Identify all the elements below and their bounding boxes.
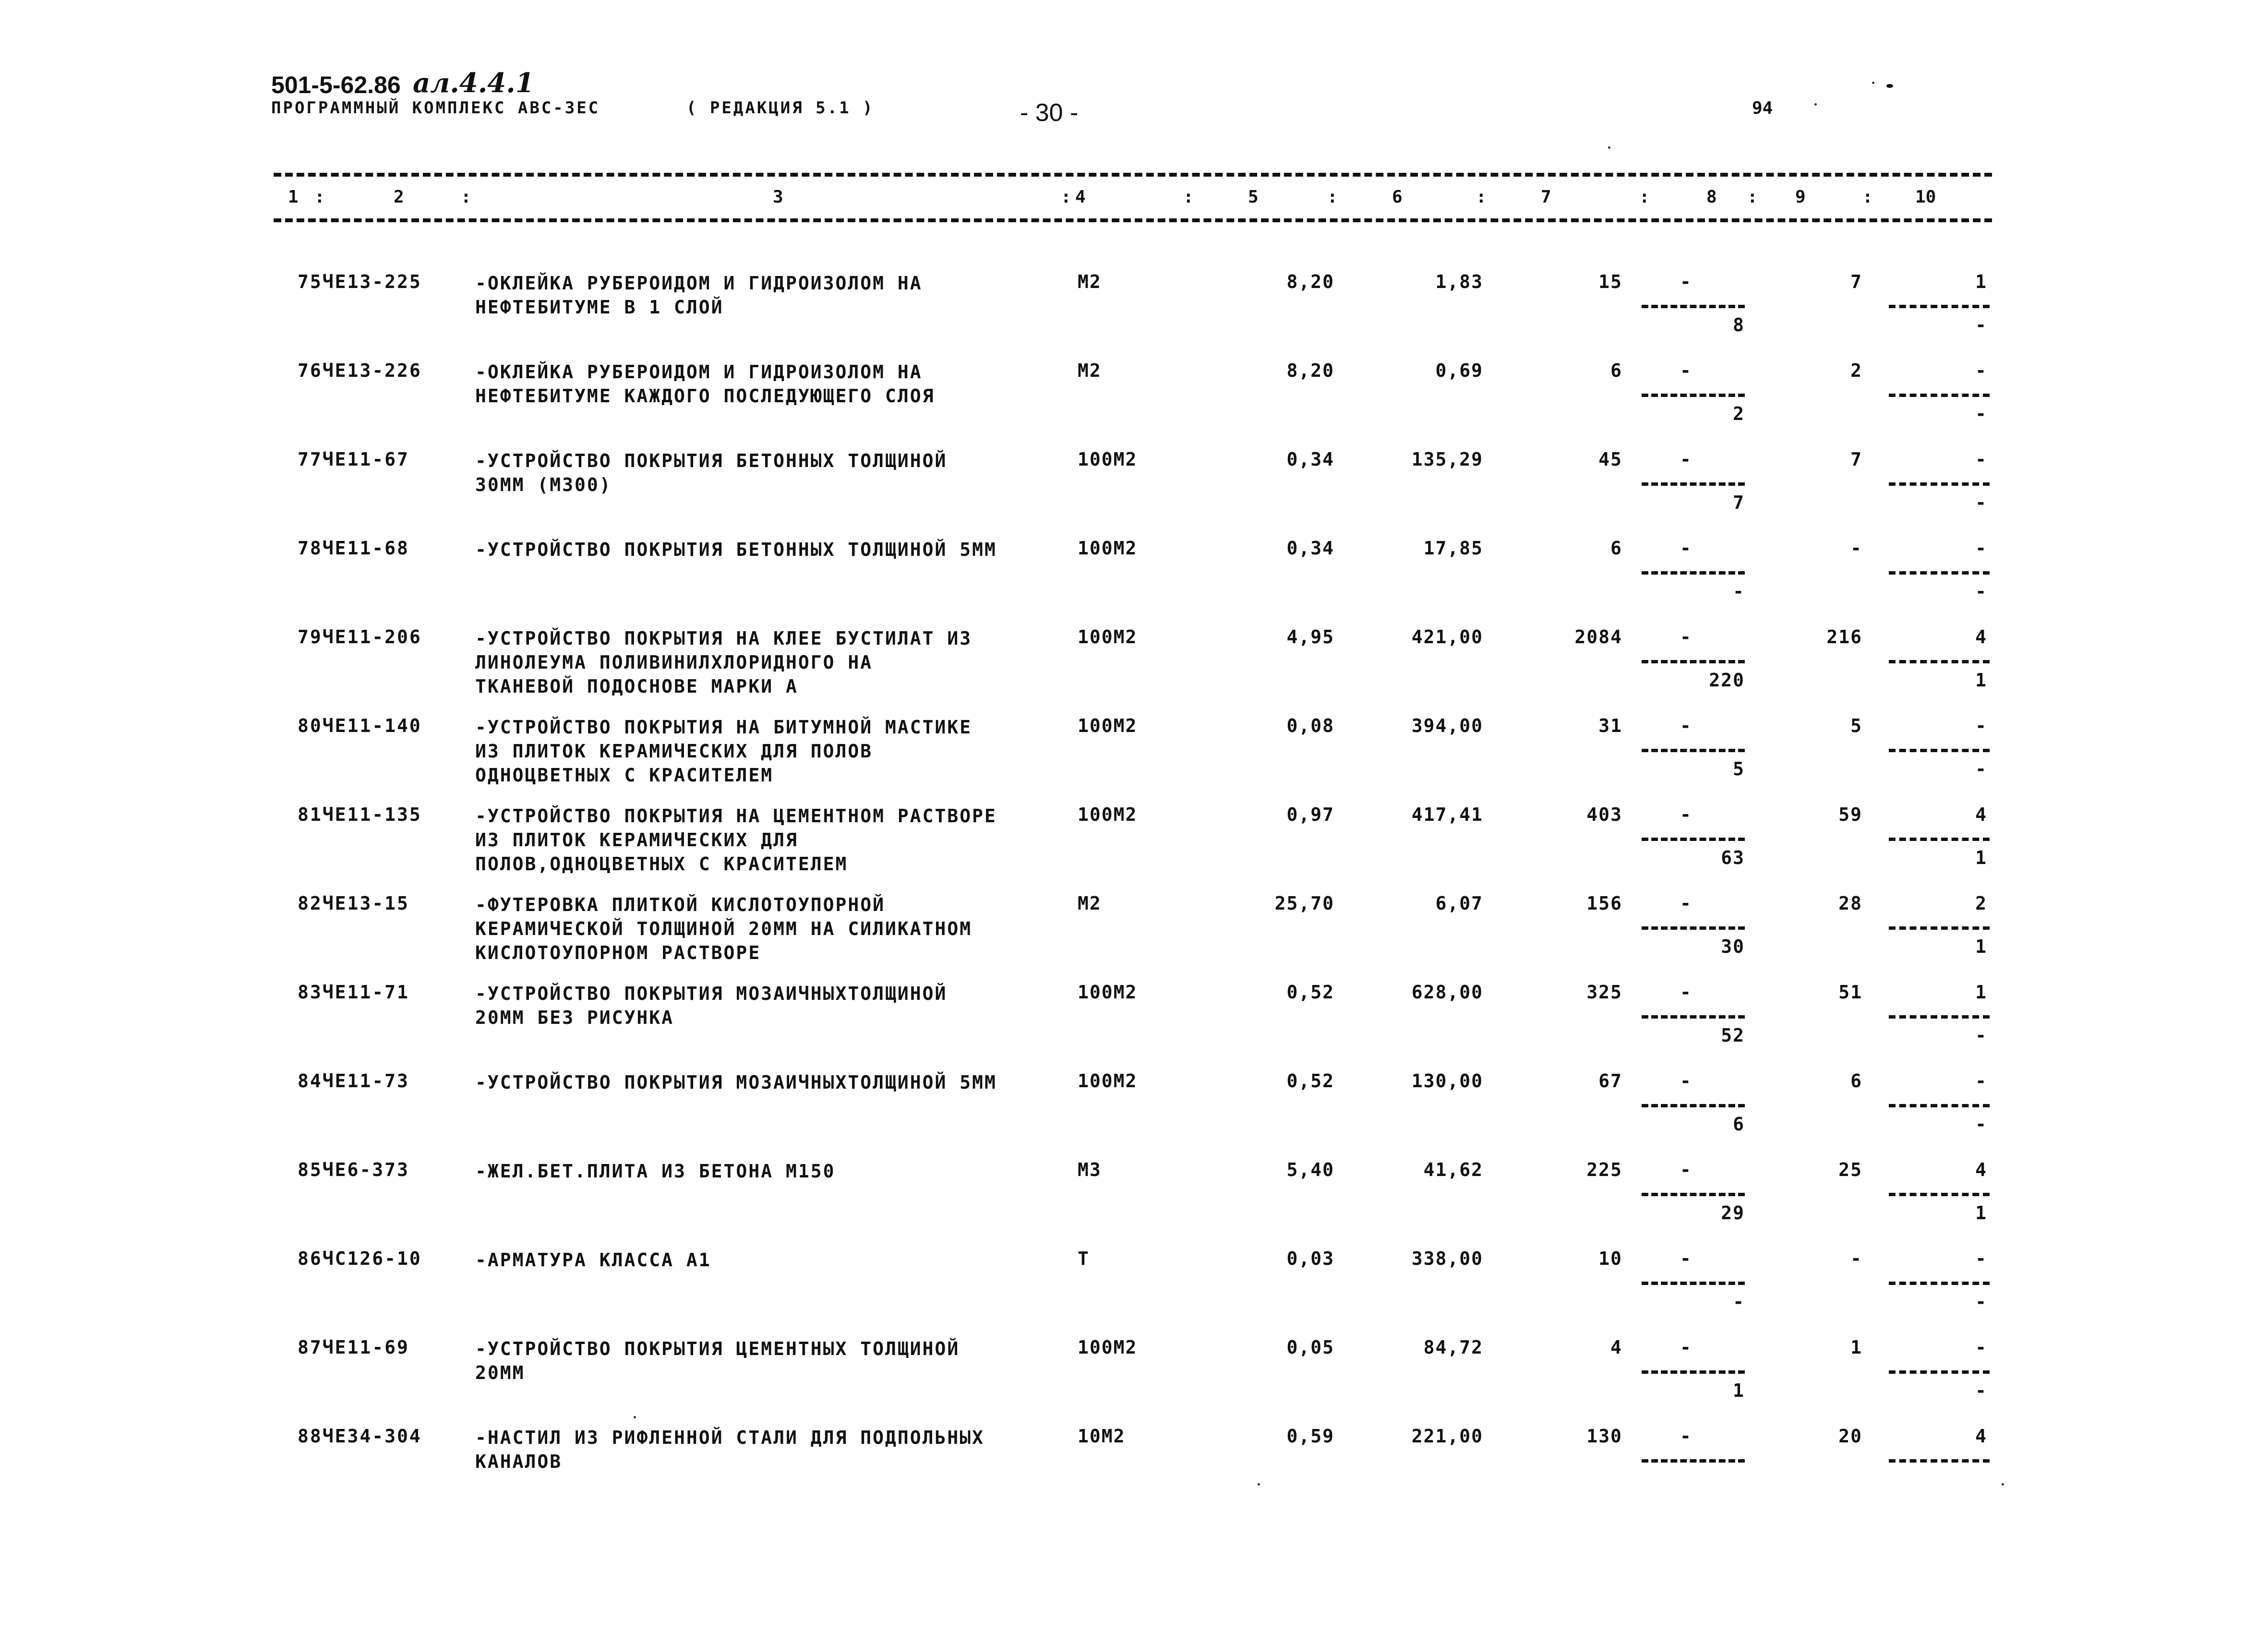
description-line: ИЗ ПЛИТОК КЕРАМИЧЕСКИХ ДЛЯ <box>475 829 798 851</box>
row-col8-rule <box>1642 926 1745 930</box>
row-col8-rule <box>1642 1459 1745 1463</box>
row-col10-rule <box>1889 1015 1990 1019</box>
column-separator: : <box>461 187 471 207</box>
row-col8-bottom: - <box>1733 581 1745 602</box>
column-number: 4 <box>1075 187 1086 207</box>
description-line: -УСТРОЙСТВО ПОКРЫТИЯ НА БИТУМНОЙ МАСТИКЕ <box>475 717 972 738</box>
column-number: 3 <box>773 187 783 207</box>
row-total: 10 <box>1598 1248 1622 1269</box>
row-col10-bottom: 1 <box>1975 670 1987 691</box>
row-quantity: 0,52 <box>1286 1070 1334 1092</box>
row-total: 67 <box>1598 1070 1622 1092</box>
column-number: 9 <box>1795 187 1806 207</box>
row-col10-top: - <box>1975 1070 1987 1092</box>
row-code: 76ЧЕ13-226 <box>298 360 422 381</box>
row-col8-rule <box>1642 1015 1745 1019</box>
speck <box>1886 84 1893 88</box>
row-unit: 100М2 <box>1078 804 1138 825</box>
speck <box>1814 103 1817 106</box>
row-col10-bottom: - <box>1975 1380 1987 1401</box>
row-quantity: 25,70 <box>1274 893 1334 914</box>
description-line: ТКАНЕВОЙ ПОДОСНОВЕ МАРКИ А <box>475 676 798 697</box>
row-description <box>475 626 972 698</box>
row-col8-rule <box>1642 1104 1745 1107</box>
row-code: 82ЧЕ13-15 <box>298 893 409 914</box>
row-col8-rule <box>1642 749 1745 752</box>
row-unit: М3 <box>1078 1159 1102 1180</box>
row-col8-bottom: 52 <box>1721 1025 1745 1046</box>
sheet-number: 94 <box>1752 98 1773 118</box>
row-col8-top: - <box>1680 1337 1691 1358</box>
row-unit: М2 <box>1078 271 1102 292</box>
row-col9: 216 <box>1826 626 1862 648</box>
row-code: 85ЧЕ6-373 <box>298 1159 409 1180</box>
row-col10-top: 2 <box>1975 893 1987 914</box>
row-unit: 100М2 <box>1078 1070 1138 1092</box>
row-col8-top: - <box>1680 271 1691 292</box>
row-total: 225 <box>1586 1159 1622 1180</box>
row-description <box>475 893 972 965</box>
row-total: 325 <box>1586 982 1622 1003</box>
row-col8-top: - <box>1680 982 1691 1003</box>
revision: ( РЕДАКЦИЯ 5.1 ) <box>686 98 875 118</box>
row-col10-top: - <box>1975 1337 1987 1358</box>
row-unit-price: 0,69 <box>1435 360 1483 381</box>
column-number: 5 <box>1248 187 1259 207</box>
row-unit: Т <box>1078 1248 1090 1269</box>
description-line: -ФУТЕРОВКА ПЛИТКОЙ КИСЛОТОУПОРНОЙ <box>475 894 885 915</box>
row-col8-bottom: - <box>1733 1291 1745 1312</box>
row-col8-top: - <box>1680 626 1691 648</box>
row-code: 79ЧЕ11-206 <box>298 626 422 648</box>
row-col8-bottom: 2 <box>1733 403 1745 424</box>
row-col8-top: - <box>1680 1426 1691 1447</box>
row-total: 403 <box>1586 804 1622 825</box>
row-col10-bottom: - <box>1975 1291 1987 1312</box>
row-col10-rule <box>1889 305 1990 308</box>
row-col8-top: - <box>1680 538 1691 559</box>
header-rule-top <box>274 173 1992 177</box>
row-col8-bottom: 29 <box>1721 1202 1745 1224</box>
row-total: 45 <box>1598 449 1622 470</box>
row-description <box>475 1248 711 1272</box>
row-col9: 2 <box>1850 360 1862 381</box>
row-col10-rule <box>1889 1370 1990 1374</box>
column-separator: : <box>1183 187 1194 207</box>
row-col10-bottom: - <box>1975 581 1987 602</box>
row-code: 77ЧЕ11-67 <box>298 449 409 470</box>
column-separator: : <box>1862 187 1873 207</box>
row-description <box>475 1337 960 1385</box>
row-col8-bottom: 1 <box>1733 1380 1745 1401</box>
column-number: 8 <box>1706 187 1717 207</box>
row-col10-top: - <box>1975 715 1987 736</box>
row-col10-top: 4 <box>1975 804 1987 825</box>
doc-code: 501-5-62.86 <box>271 72 401 98</box>
row-col8-top: - <box>1680 1159 1691 1180</box>
row-col9: 25 <box>1838 1159 1862 1180</box>
row-col8-top: - <box>1680 360 1691 381</box>
row-col9: - <box>1850 538 1862 559</box>
row-total: 4 <box>1610 1337 1622 1358</box>
row-description <box>475 449 947 497</box>
row-unit-price: 17,85 <box>1423 538 1483 559</box>
column-separator: : <box>1639 187 1650 207</box>
row-col10-rule <box>1889 1459 1990 1463</box>
row-col8-rule <box>1642 305 1745 308</box>
row-quantity: 4,95 <box>1286 626 1334 648</box>
row-quantity: 0,34 <box>1286 449 1334 470</box>
row-description <box>475 982 947 1030</box>
row-col10-top: 4 <box>1975 1159 1987 1180</box>
row-unit-price: 1,83 <box>1435 271 1483 292</box>
row-col9: 20 <box>1838 1426 1862 1447</box>
row-quantity: 8,20 <box>1286 360 1334 381</box>
description-line: ИЗ ПЛИТОК КЕРАМИЧЕСКИХ ДЛЯ ПОЛОВ <box>475 741 873 762</box>
row-col9: 28 <box>1838 893 1862 914</box>
row-quantity: 0,05 <box>1286 1337 1334 1358</box>
row-col10-rule <box>1889 571 1990 575</box>
row-col9: 1 <box>1850 1337 1862 1358</box>
row-col8-top: - <box>1680 1070 1691 1092</box>
description-line: НЕФТЕБИТУМЕ В 1 СЛОЙ <box>475 297 724 318</box>
row-col8-rule <box>1642 482 1745 486</box>
row-col10-rule <box>1889 1282 1990 1285</box>
row-description <box>475 804 997 876</box>
description-line: 20ММ БЕЗ РИСУНКА <box>475 1007 674 1028</box>
row-col10-rule <box>1889 749 1990 752</box>
description-line: -ЖЕЛ.БЕТ.ПЛИТА ИЗ БЕТОНА М150 <box>475 1161 836 1182</box>
row-unit: 100М2 <box>1078 982 1138 1003</box>
row-total: 130 <box>1586 1426 1622 1447</box>
description-line: -УСТРОЙСТВО ПОКРЫТИЯ БЕТОННЫХ ТОЛЩИНОЙ <box>475 450 948 471</box>
handwritten-note: ал.4.4.1 <box>413 67 534 99</box>
row-unit: 100М2 <box>1078 715 1138 736</box>
column-number: 7 <box>1541 187 1551 207</box>
row-description <box>475 360 935 408</box>
speck <box>634 1416 636 1418</box>
row-unit-price: 41,62 <box>1423 1159 1483 1180</box>
row-quantity: 0,97 <box>1286 804 1334 825</box>
row-code: 81ЧЕ11-135 <box>298 804 422 825</box>
row-col8-rule <box>1642 838 1745 841</box>
row-quantity: 0,34 <box>1286 538 1334 559</box>
row-col8-bottom: 63 <box>1721 847 1745 868</box>
row-col8-top: - <box>1680 715 1691 736</box>
column-separator: : <box>1327 187 1338 207</box>
row-unit-price: 628,00 <box>1411 982 1483 1003</box>
row-col8-top: - <box>1680 804 1691 825</box>
row-unit-price: 84,72 <box>1423 1337 1483 1358</box>
row-col10-top: 1 <box>1975 271 1987 292</box>
row-col8-rule <box>1642 1370 1745 1374</box>
description-line: -УСТРОЙСТВО ПОКРЫТИЯ НА КЛЕЕ БУСТИЛАТ ИЗ <box>475 628 972 649</box>
row-quantity: 0,52 <box>1286 982 1334 1003</box>
description-line: -НАСТИЛ ИЗ РИФЛЕННОЙ СТАЛИ ДЛЯ ПОДПОЛЬНЫХ <box>475 1427 984 1448</box>
row-quantity: 5,40 <box>1286 1159 1334 1180</box>
row-code: 86ЧС126-10 <box>298 1248 422 1269</box>
row-col10-rule <box>1889 838 1990 841</box>
column-number: 6 <box>1392 187 1403 207</box>
speck <box>2002 1483 2004 1486</box>
row-description <box>475 1426 984 1474</box>
program-line: ПРОГРАММНЫЙ КОМПЛЕКС АВС-3ЕС <box>271 98 600 118</box>
column-number: 1 <box>288 187 299 207</box>
row-code: 80ЧЕ11-140 <box>298 715 422 736</box>
description-line: -ОКЛЕЙКА РУБЕРОИДОМ И ГИДРОИЗОЛОМ НА <box>475 273 923 294</box>
row-col10-bottom: - <box>1975 1114 1987 1135</box>
page-number: - 30 - <box>1020 99 1079 127</box>
column-separator: : <box>314 187 325 207</box>
row-unit: М2 <box>1078 893 1102 914</box>
description-line: КЕРАМИЧЕСКОЙ ТОЛЩИНОЙ 20ММ НА СИЛИКАТНОМ <box>475 918 972 939</box>
row-col8-bottom: 30 <box>1721 936 1745 957</box>
row-unit-price: 6,07 <box>1435 893 1483 914</box>
speck <box>1872 82 1874 84</box>
row-col10-top: - <box>1975 360 1987 381</box>
description-line: -ОКЛЕЙКА РУБЕРОИДОМ И ГИДРОИЗОЛОМ НА <box>475 361 923 383</box>
row-description <box>475 1159 835 1183</box>
header-rule-bottom <box>274 218 1992 222</box>
row-unit: 10М2 <box>1078 1426 1126 1447</box>
description-line: НЕФТЕБИТУМЕ КАЖДОГО ПОСЛЕДУЮЩЕГО СЛОЯ <box>475 385 935 407</box>
row-col8-bottom: 5 <box>1733 758 1745 780</box>
row-col10-bottom: 1 <box>1975 936 1987 957</box>
row-total: 15 <box>1598 271 1622 292</box>
row-col8-rule <box>1642 571 1745 575</box>
row-col9: 5 <box>1850 715 1862 736</box>
row-unit-price: 135,29 <box>1411 449 1483 470</box>
description-line: -УСТРОЙСТВО ПОКРЫТИЯ МОЗАИЧНЫХТОЛЩИНОЙ 5ММ <box>475 1072 997 1093</box>
row-quantity: 0,08 <box>1286 715 1334 736</box>
description-line: ЛИНОЛЕУМА ПОЛИВИНИЛХЛОРИДНОГО НА <box>475 652 873 673</box>
row-total: 2084 <box>1574 626 1622 648</box>
description-line: -УСТРОЙСТВО ПОКРЫТИЯ НА ЦЕМЕНТНОМ РАСТВОРЕ <box>475 805 997 827</box>
description-line: -АРМАТУРА КЛАССА А1 <box>475 1249 711 1271</box>
row-code: 83ЧЕ11-71 <box>298 982 409 1003</box>
row-unit-price: 130,00 <box>1411 1070 1483 1092</box>
row-col8-top: - <box>1680 449 1691 470</box>
row-description <box>475 1070 997 1094</box>
column-separator: : <box>1747 187 1758 207</box>
description-line: -УСТРОЙСТВО ПОКРЫТИЯ БЕТОННЫХ ТОЛЩИНОЙ 5ММ <box>475 539 997 560</box>
row-quantity: 8,20 <box>1286 271 1334 292</box>
column-separator: : <box>1061 187 1071 207</box>
row-col10-top: - <box>1975 449 1987 470</box>
row-col10-rule <box>1889 394 1990 397</box>
row-total: 156 <box>1586 893 1622 914</box>
row-col8-bottom: 8 <box>1733 314 1745 336</box>
description-line: 30ММ (М300) <box>475 474 612 495</box>
row-col8-rule <box>1642 1282 1745 1285</box>
row-col9: 7 <box>1850 449 1862 470</box>
row-col10-bottom: - <box>1975 1025 1987 1046</box>
row-col10-top: 4 <box>1975 1426 1987 1447</box>
description-line: КИСЛОТОУПОРНОМ РАСТВОРЕ <box>475 942 761 963</box>
row-code: 87ЧЕ11-69 <box>298 1337 409 1358</box>
row-code: 88ЧЕ34-304 <box>298 1426 422 1447</box>
row-col9: - <box>1850 1248 1862 1269</box>
row-unit-price: 221,00 <box>1411 1426 1483 1447</box>
speck <box>1608 146 1610 149</box>
description-line: ПОЛОВ,ОДНОЦВЕТНЫХ С КРАСИТЕЛЕМ <box>475 853 848 875</box>
row-col8-bottom: 220 <box>1709 670 1745 691</box>
row-col10-rule <box>1889 1193 1990 1196</box>
row-col8-bottom: 7 <box>1733 492 1745 513</box>
row-unit: 100М2 <box>1078 449 1138 470</box>
row-col10-rule <box>1889 926 1990 930</box>
row-col8-bottom: 6 <box>1733 1114 1745 1135</box>
row-unit: М2 <box>1078 360 1102 381</box>
row-col10-bottom: - <box>1975 758 1987 780</box>
row-col9: 7 <box>1850 271 1862 292</box>
row-quantity: 0,59 <box>1286 1426 1334 1447</box>
row-description <box>475 538 997 562</box>
row-unit-price: 417,41 <box>1411 804 1483 825</box>
row-col10-rule <box>1889 482 1990 486</box>
row-unit-price: 338,00 <box>1411 1248 1483 1269</box>
row-col8-rule <box>1642 1193 1745 1196</box>
row-unit-price: 394,00 <box>1411 715 1483 736</box>
row-total: 6 <box>1610 538 1622 559</box>
description-line: ОДНОЦВЕТНЫХ С КРАСИТЕЛЕМ <box>475 765 774 786</box>
row-unit: 100М2 <box>1078 1337 1138 1358</box>
row-col8-top: - <box>1680 1248 1691 1269</box>
row-col8-rule <box>1642 394 1745 397</box>
row-col10-bottom: - <box>1975 403 1987 424</box>
description-line: КАНАЛОВ <box>475 1451 563 1472</box>
column-number: 2 <box>394 187 404 207</box>
row-col10-bottom: 1 <box>1975 1202 1987 1224</box>
row-code: 75ЧЕ13-225 <box>298 271 422 292</box>
speck <box>1258 1483 1260 1486</box>
row-total: 6 <box>1610 360 1622 381</box>
row-description <box>475 271 923 319</box>
row-code: 78ЧЕ11-68 <box>298 538 409 559</box>
description-line: -УСТРОЙСТВО ПОКРЫТИЯ ЦЕМЕНТНЫХ ТОЛЩИНОЙ <box>475 1338 960 1359</box>
row-col10-rule <box>1889 1104 1990 1107</box>
row-col10-top: 1 <box>1975 982 1987 1003</box>
row-col10-top: - <box>1975 1248 1987 1269</box>
row-col9: 51 <box>1838 982 1862 1003</box>
description-line: -УСТРОЙСТВО ПОКРЫТИЯ МОЗАИЧНЫХТОЛЩИНОЙ <box>475 983 948 1004</box>
row-total: 31 <box>1598 715 1622 736</box>
row-col10-bottom: - <box>1975 492 1987 513</box>
row-unit: 100М2 <box>1078 538 1138 559</box>
row-col8-top: - <box>1680 893 1691 914</box>
column-number: 10 <box>1915 187 1936 207</box>
row-unit-price: 421,00 <box>1411 626 1483 648</box>
row-quantity: 0,03 <box>1286 1248 1334 1269</box>
row-col10-bottom: - <box>1975 314 1987 336</box>
row-unit: 100М2 <box>1078 626 1138 648</box>
row-col10-bottom: 1 <box>1975 847 1987 868</box>
row-description <box>475 715 972 787</box>
row-col10-top: 4 <box>1975 626 1987 648</box>
row-col10-rule <box>1889 660 1990 663</box>
column-separator: : <box>1476 187 1487 207</box>
row-col9: 59 <box>1838 804 1862 825</box>
row-code: 84ЧЕ11-73 <box>298 1070 409 1092</box>
description-line: 20ММ <box>475 1362 525 1383</box>
row-col10-top: - <box>1975 538 1987 559</box>
row-col9: 6 <box>1850 1070 1862 1092</box>
row-col8-rule <box>1642 660 1745 663</box>
